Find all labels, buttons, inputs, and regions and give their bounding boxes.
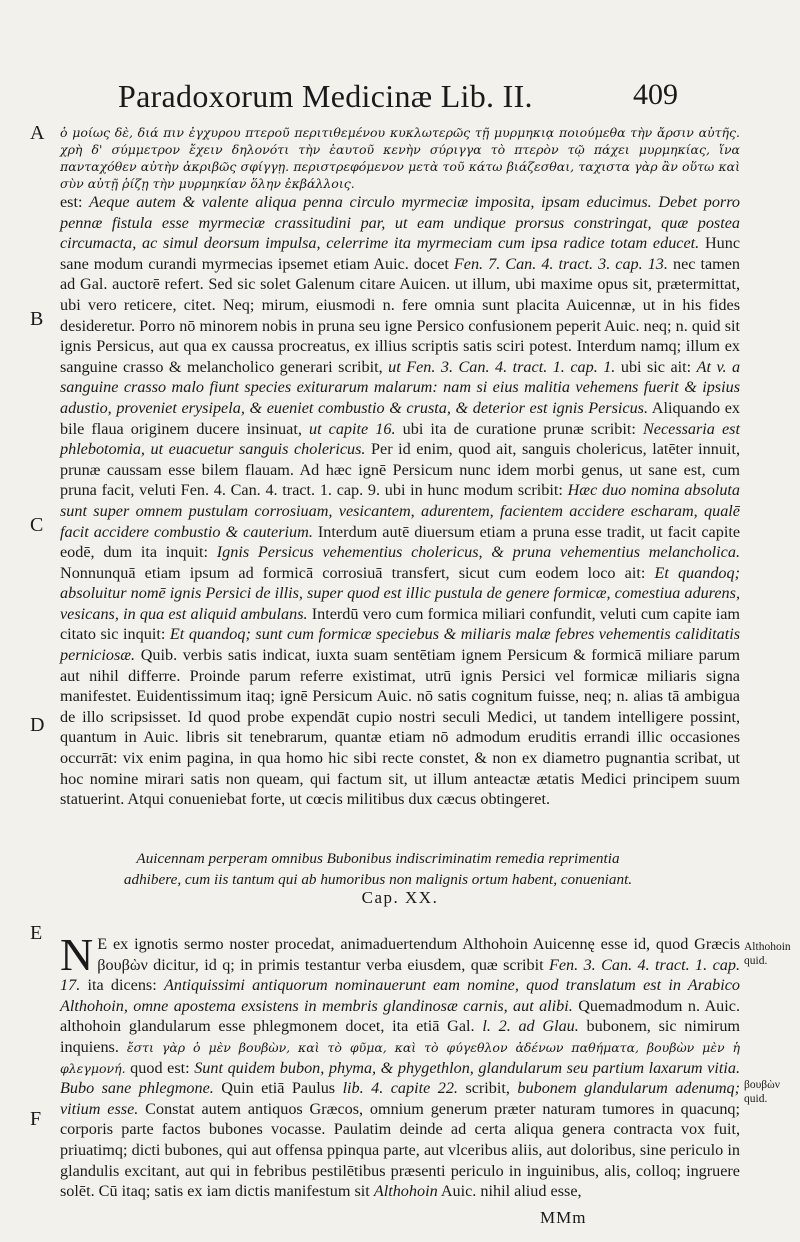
text-run: E ex ignotis sermo noster procedat, animaduertendum Althohoin Auicennę esse id, quod Græcis βουβὼν dicitur, id q; in primis testantur verba eiusdem, quæ scribit [97, 935, 740, 974]
section-mark-f: F [30, 1108, 42, 1130]
latin-quotation: Antiquissimi antiquorum nominauerunt eam nomine, quod translatum est in Arabico Althohoin, omne apostema exsistens in membris glandinosæ carnis, aut alibi. [60, 976, 741, 1015]
text-run: Nonnunquā etiam ipsum ad formicā corrosiuā transfert, sicut cum eodem loco ait: [60, 563, 646, 582]
latin-quotation: Ignis Persicus vehementius cholericus, & pruna vehementius melancholica. [216, 543, 740, 562]
section-mark-e: E [30, 922, 43, 944]
text-run: Interdum autē diuersum etiam a pruna esse tradit, ut facit capite eodē, dum ita inquit: [60, 522, 741, 562]
text-run: Aliquando ex bile flaua originem ducere insinuat, [60, 398, 741, 438]
page-number: 409 [633, 78, 678, 111]
reference: Althohoin [373, 1182, 438, 1201]
text-run: ubi ita de curatione prunæ scribit: [402, 419, 636, 438]
text-run: ita dicens: [87, 976, 157, 995]
chapter-text-block [60, 929, 741, 1202]
text-run: bubonem, sic nimirum inquiens. [60, 1017, 741, 1056]
reference: Fen. 7. Can. 4. tract. 3. cap. 13. [453, 254, 668, 273]
text-run: Per id enim, quod ait, sanguis cholericus, latēter innuit, prunæ caussam esse bilem flauam. Ad hæc ignē Persicum nunc idem morbi genus, ut sane est, cum pruna facit, veluti Fen. 4. Can. 4. tract. 1. cap. 9. ubi in hunc modum scribit: [60, 440, 741, 500]
drop-capital: N [60, 929, 94, 980]
reference: lib. 4. capite 22. [342, 1079, 458, 1098]
latin-quotation: Sunt quidem bubon, phyma, & phygethlon, glandularum seu partium laxarum vitia. Bubo sane phlegmone. [60, 1058, 741, 1098]
text-run: Constat autem antiquos Græcos, omnium generum præter naturam tumores in quacunq; corporis parte factos bubones vocasse. Paulatim deinde ad certa aliqua genera contracta vox fuit, priuatimq; dicti bubones, qui aut offensa ppinqua parte, aut vlceribus aliis, aut doloribus, sine periculo in glandulis excitant, aut qui in febribus pestilētibus præsenti periculo in inguinibus, alis, colloq; ingruere solēt. Cū itaq; satis ex iam dictis manifestum sit [60, 1099, 741, 1201]
text-run: Quin etiā Paulus [221, 1079, 336, 1098]
reference: ut Fen. 3. Can. 4. tract. 1. cap. 1. [388, 357, 616, 376]
latin-quotation: Necessaria est phlebotomia, ut euacuetur sanguis cholericus. [60, 419, 740, 459]
latin-quotation: Aeque autem & valente aliqua penna circulo myrmeciæ imposita, ipsam educimus. Debet porro pennæ fistula esse myrmeciæ crassitudini par, ut eam undique prorsus constringat, quæ postea circumacta, ac simul deorsum impulsa, celerrime ita myrmeciam cum ipsa radice totam educet. [60, 193, 741, 253]
latin-quotation: Et quandoq; sunt cum formicæ speciebus & miliaris malæ febres vehementis caliditatis perniciosæ. [60, 625, 741, 665]
text-run: est: [60, 193, 83, 211]
reference: l. 2. ad Glau. [482, 1017, 579, 1036]
section-mark-a: A [30, 122, 45, 144]
greek-quotation: ὁ μοίως δὲ, διά πιν ἐγχυρου πτεροῦ περιτιθεμένου κυκλωτερῶς τῇ μυρμηκιᾳ ποιούμεθα τὴν ἄρσιν αὐτῆς. χρὴ δ' σύμμετρον ἔχειν δηλονότι τὴν ἑαυτοῦ κενὴν σύριγγα τὸ πτερὸν τῷ πάχει μυρμηκίας, ἵνα πανταχόθεν αὐτὴν ἀκριβῶς σφίγγῃ. περιστρεφόμενον μετὰ τοῦ κάτω βιάζεσθαι, ταχιστα γὰρ ἂν οὕτω καὶ σὺν αὐτῇ ῥίζῃ τὴν μυρμηκίαν ὅλην ἐκβάλλοις. [60, 125, 740, 191]
margin-note-althohoin: Althohoin quid. [744, 941, 791, 967]
running-header [118, 78, 678, 118]
text-run: quod est: [130, 1058, 190, 1077]
reference: ut capite 16. [308, 419, 396, 438]
latin-quotation: bubonem glandularum adenumq; vitium esse. [60, 1079, 741, 1118]
section-mark-b: B [30, 308, 44, 330]
section-mark-c: C [30, 514, 44, 536]
text-run: Auic. nihil aliud esse, [440, 1182, 582, 1201]
text-run: Hunc sane modum curandi myrmecias ipsemet etiam Auic. docet [60, 234, 740, 273]
chapter-heading: Cap. XX. [361, 888, 439, 907]
paragraph [60, 192, 740, 810]
latin-quotation: Hæc duo nomina absoluta sunt super omnem pustulam corrosiuam, vesicantem, adurentem, facientem accidere escharam, qualē facit accidere combustio & cauterium. [60, 481, 741, 541]
latin-quotation: At v. a sanguine crasso malo fiunt species exiturarum malarum: nam si eius malitia vehemens fuerit & ipsius adustio, proveniet erysipela, & eueniet combustio & crusta, & deterior est ignis Persicus. [60, 357, 741, 417]
text-run: Interdū vero cum formica miliari confundit, veluti cum capite iam citato sic inquit: [60, 604, 741, 644]
signature-mark: MMm [540, 1208, 587, 1227]
paragraph [60, 929, 741, 1202]
text-run: Quib. verbis satis indicat, iuxta suam sentētiam ignem Persicum & formicā miliare parum aut nihil differre. Proinde parum referre existimat, utrū ignis Persici vel formicæ miliaris signa manifestet. Euidentissimum itaq; ignē Persicum Auic. nō satis cognitum fuisse, neq; n. alias tā ambigua de illo scripsisset. Id quod probe expendāt cupio nostri seculi Medici, ut tandem intelligere possint, quantum in Auic. libris sit tenebrarum, quantæ etiam nō admodum eruditis errandi illic occasiones occurrāt: vix enim pagina, in qua homo hic sibi recte constet, & non ex diametro pugnantia scribat, ut hoc nomine mirari satis non queam, qui factum sit, ut illum anteactæ ætatis Medici principem suum statuerint. Atqui conueniebat forte, ut cœcis militibus dux cæcus obtingeret. [60, 646, 740, 809]
chapter-rubric: Auicennam perperam omnibus Bubonibus indiscriminatim remedia reprimentia adhibere, cum iis tantum qui ab humoribus non malignis ortum habent, conueniant. [123, 850, 633, 888]
reference: Fen. 3. Can. 4. tract. 1. cap. 17. [60, 955, 740, 995]
section-mark-d: D [30, 714, 45, 736]
text-run: Quemadmodum n. Auic. althohoin glandularum esse phlegmonem docet, ita etiā Gal. [60, 996, 741, 1036]
text-run: ubi sic ait: [620, 357, 692, 376]
latin-quotation: Et quandoq; absoluitur nomē ignis Persici de illis, super quod est illic pustula de genere formicæ, comestiua adurens, vesicans, in qua est aliquid ambulans. [60, 563, 740, 623]
greek-quotation: ἔστι γὰρ ὁ μὲν βουβὼν, καὶ τὸ φῦμα, καὶ τὸ φύγεθλον ἀδένων παθήματα, βουβὼν μὲν ἡ φλεγμονή. [60, 1039, 740, 1076]
main-text-block [60, 124, 740, 810]
running-title: Paradoxorum Medicinæ Lib. II. [118, 78, 533, 114]
text-run: nec tamen ad Gal. auctorē refert. Sed sic solet Galenum citare Auicen. ut illum, ubi maxime opus sit, prætermittat, ubi vero reticere, citet. Neq; mirum, eiusmodi n. fere omnia sunt placita Auicennæ, ut in his fides desideretur. Porro nō minorem nobis in pruna seu igne Persico confusionem peperit Auic. neq; n. quid sit ignis Persicus, aut qua ex caussa procreatus, ex illius scriptis satis sciri potest. Interdum namq; illum ex sanguine crasso & melancholico generari scribit, [60, 254, 740, 376]
margin-note-bubon: βουβὼν quid. [744, 1079, 780, 1105]
text-run: scribit, [465, 1079, 510, 1098]
